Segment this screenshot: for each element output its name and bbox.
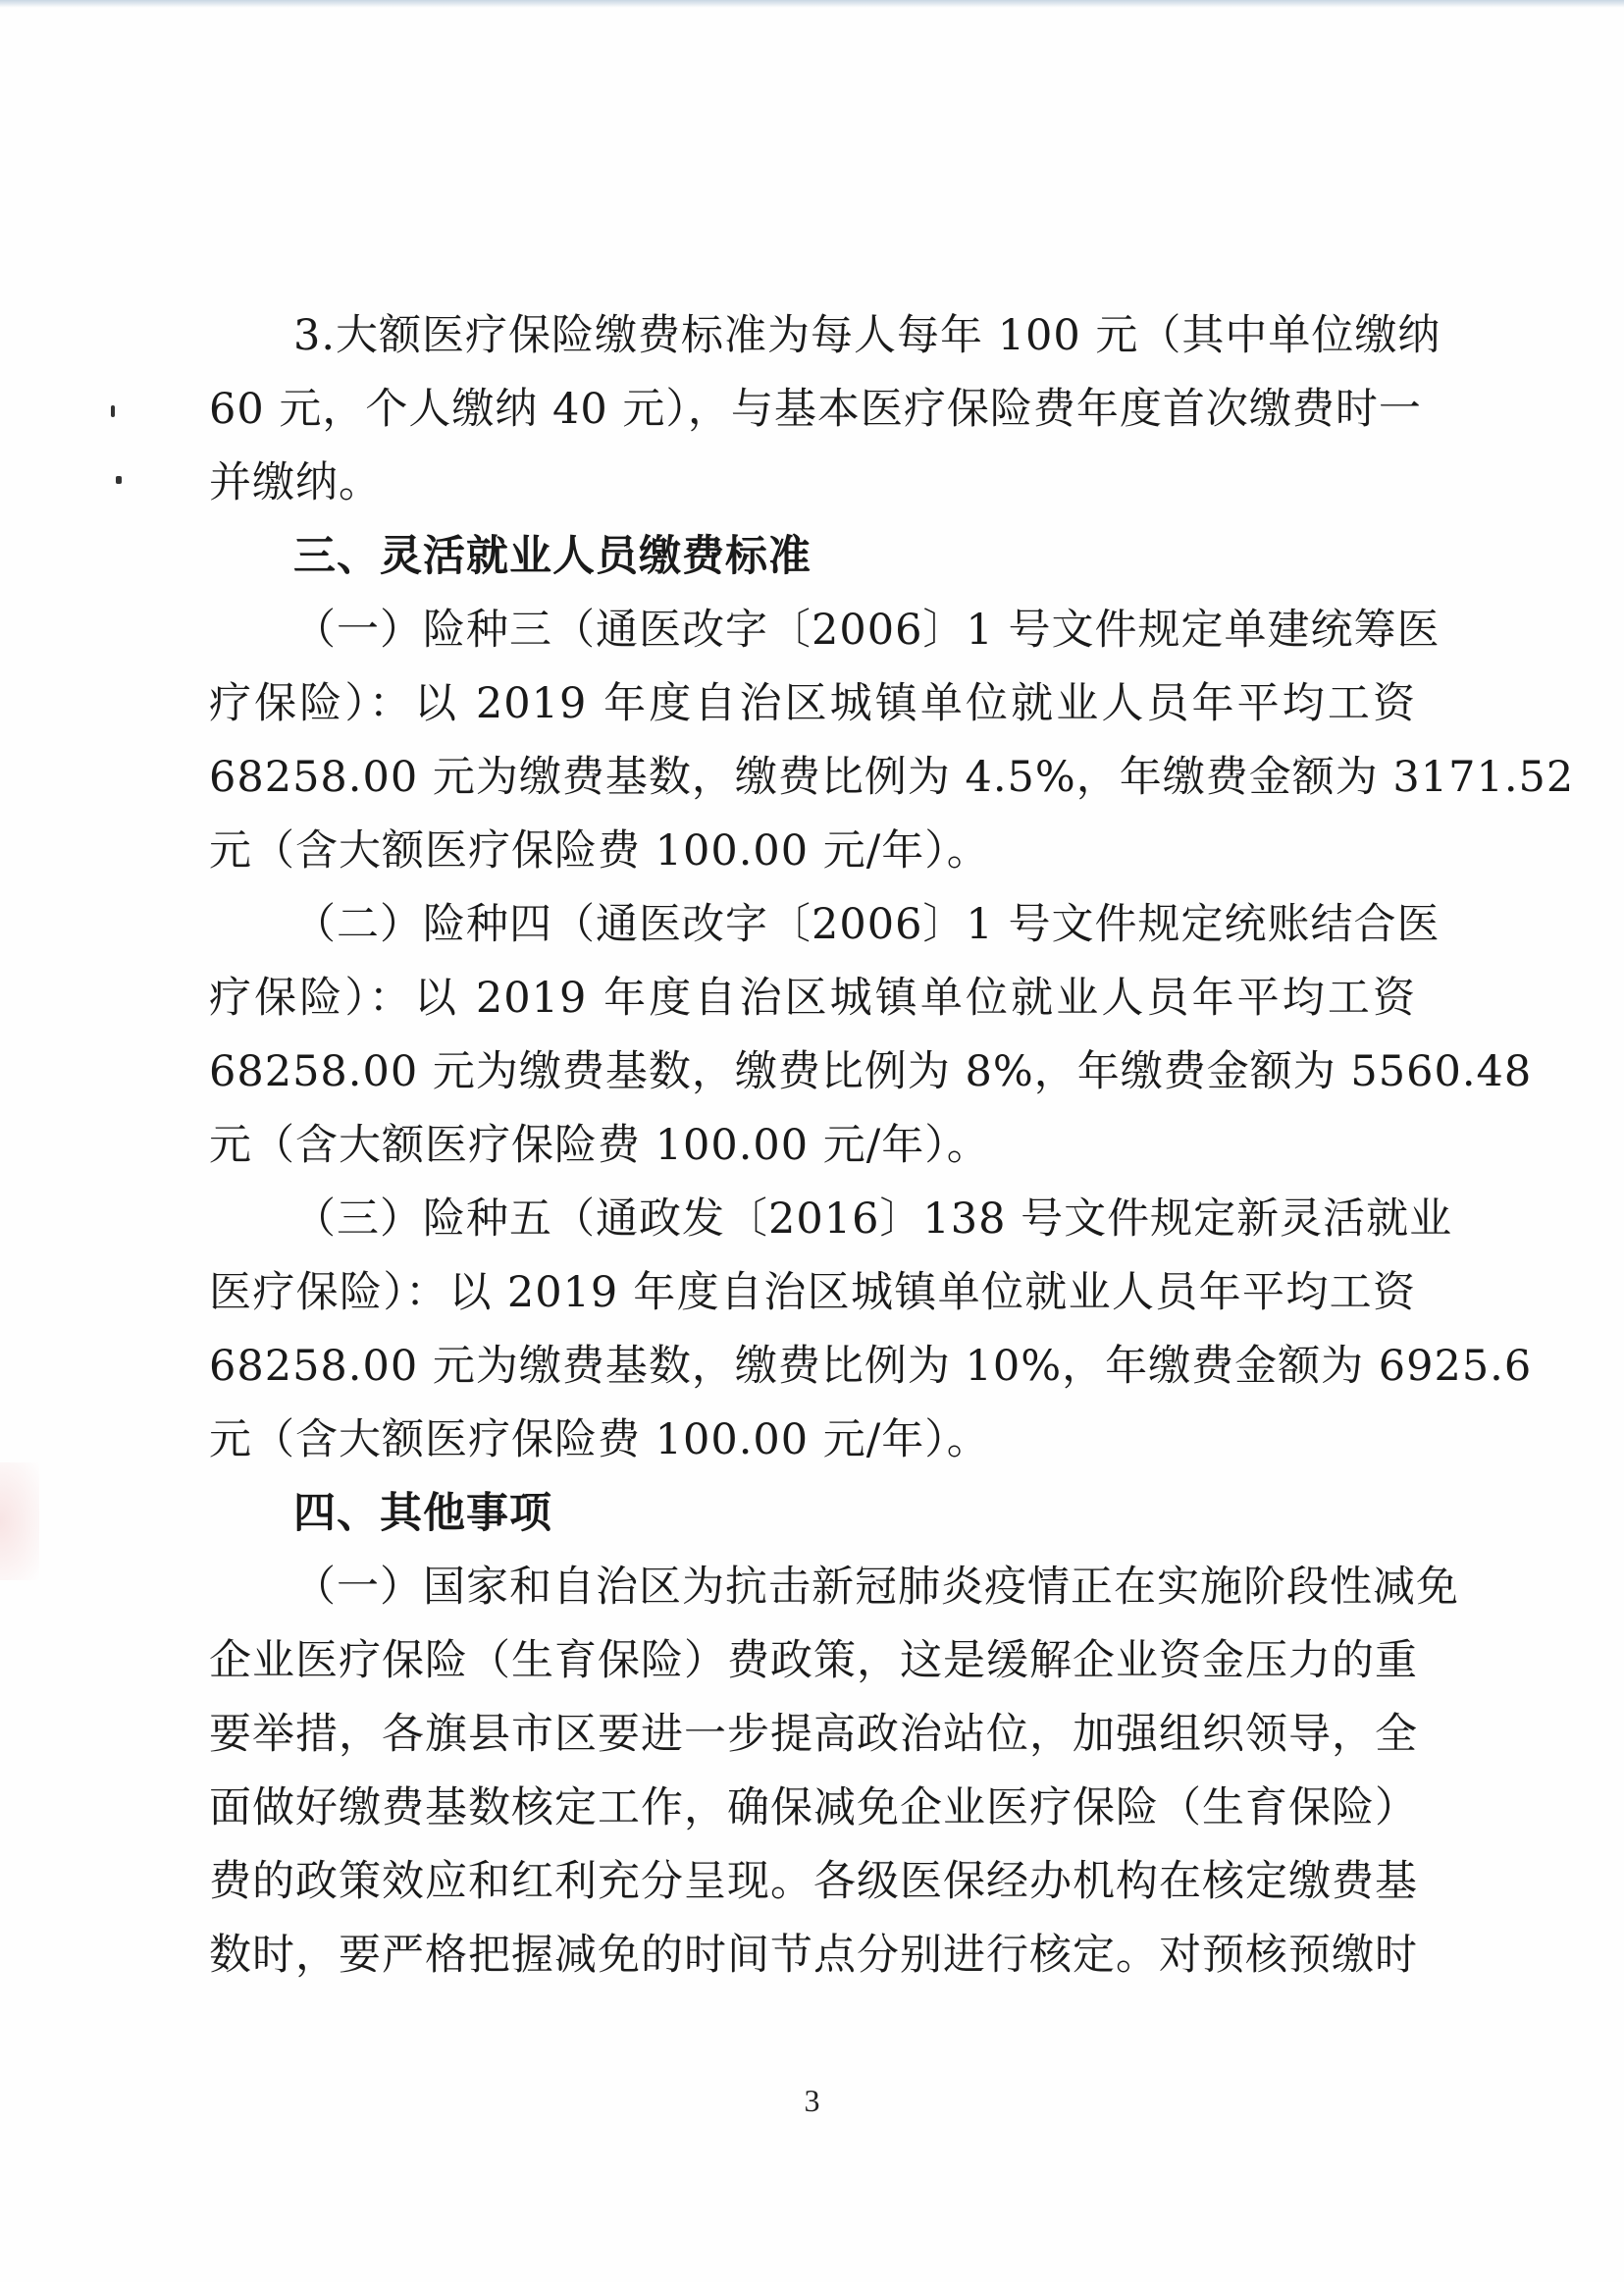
scan-top-edge bbox=[0, 0, 1624, 8]
stamp-trace bbox=[0, 1462, 39, 1580]
paragraph-line: 疗保险）：以 2019 年度自治区城镇单位就业人员年平均工资 bbox=[209, 974, 1416, 1023]
paragraph-line: 面做好缴费基数核定工作，确保减免企业医疗保险（生育保险） bbox=[209, 1783, 1418, 1832]
paragraph-line: 费的政策效应和红利充分呈现。各级医保经办机构在核定缴费基 bbox=[209, 1857, 1418, 1906]
paragraph-line: （二）险种四（通医改字〔2006〕1 号文件规定统账结合医 bbox=[293, 900, 1441, 949]
section-heading: 三、灵活就业人员缴费标准 bbox=[293, 532, 812, 581]
margin-mark bbox=[111, 405, 115, 417]
margin-mark bbox=[116, 476, 122, 484]
paragraph-line: 60 元，个人缴纳 40 元），与基本医疗保险费年度首次缴费时一 bbox=[209, 385, 1422, 434]
section-heading: 四、其他事项 bbox=[293, 1489, 552, 1538]
document-body bbox=[209, 299, 1575, 1992]
paragraph-line: 疗保险）：以 2019 年度自治区城镇单位就业人员年平均工资 bbox=[209, 679, 1416, 728]
paragraph-line: 数时，要严格把握减免的时间节点分别进行核定。对预核预缴时 bbox=[209, 1931, 1418, 1980]
paragraph-line: （三）险种五（通政发〔2016〕138 号文件规定新灵活就业 bbox=[293, 1194, 1453, 1244]
page-number: 3 bbox=[804, 2083, 820, 2118]
paragraph-line: （一）险种三（通医改字〔2006〕1 号文件规定单建统筹医 bbox=[293, 606, 1441, 655]
paragraph-line: 并缴纳。 bbox=[209, 458, 382, 507]
paragraph-line: 68258.00 元为缴费基数，缴费比例为 8%，年缴费金额为 5560.48 bbox=[209, 1047, 1533, 1096]
paragraph-line: （一）国家和自治区为抗击新冠肺炎疫情正在实施阶段性减免 bbox=[293, 1563, 1459, 1612]
paragraph-line: 要举措，各旗县市区要进一步提高政治站位，加强组织领导，全 bbox=[209, 1710, 1418, 1759]
paragraph-line: 元（含大额医疗保险费 100.00 元/年）。 bbox=[209, 1121, 990, 1170]
paragraph-line: 企业医疗保险（生育保险）费政策，这是缓解企业资金压力的重 bbox=[209, 1636, 1418, 1685]
paragraph-line: 3.大额医疗保险缴费标准为每人每年 100 元（其中单位缴纳 bbox=[293, 311, 1441, 360]
paragraph-line: 元（含大额医疗保险费 100.00 元/年）。 bbox=[209, 826, 990, 876]
paragraph-line: 医疗保险）：以 2019 年度自治区城镇单位就业人员年平均工资 bbox=[209, 1268, 1416, 1317]
paragraph-line: 元（含大额医疗保险费 100.00 元/年）。 bbox=[209, 1415, 990, 1464]
paragraph-line: 68258.00 元为缴费基数，缴费比例为 10%，年缴费金额为 6925.6 bbox=[209, 1342, 1533, 1391]
paragraph-line: 68258.00 元为缴费基数，缴费比例为 4.5%，年缴费金额为 3171.52 bbox=[209, 753, 1575, 802]
